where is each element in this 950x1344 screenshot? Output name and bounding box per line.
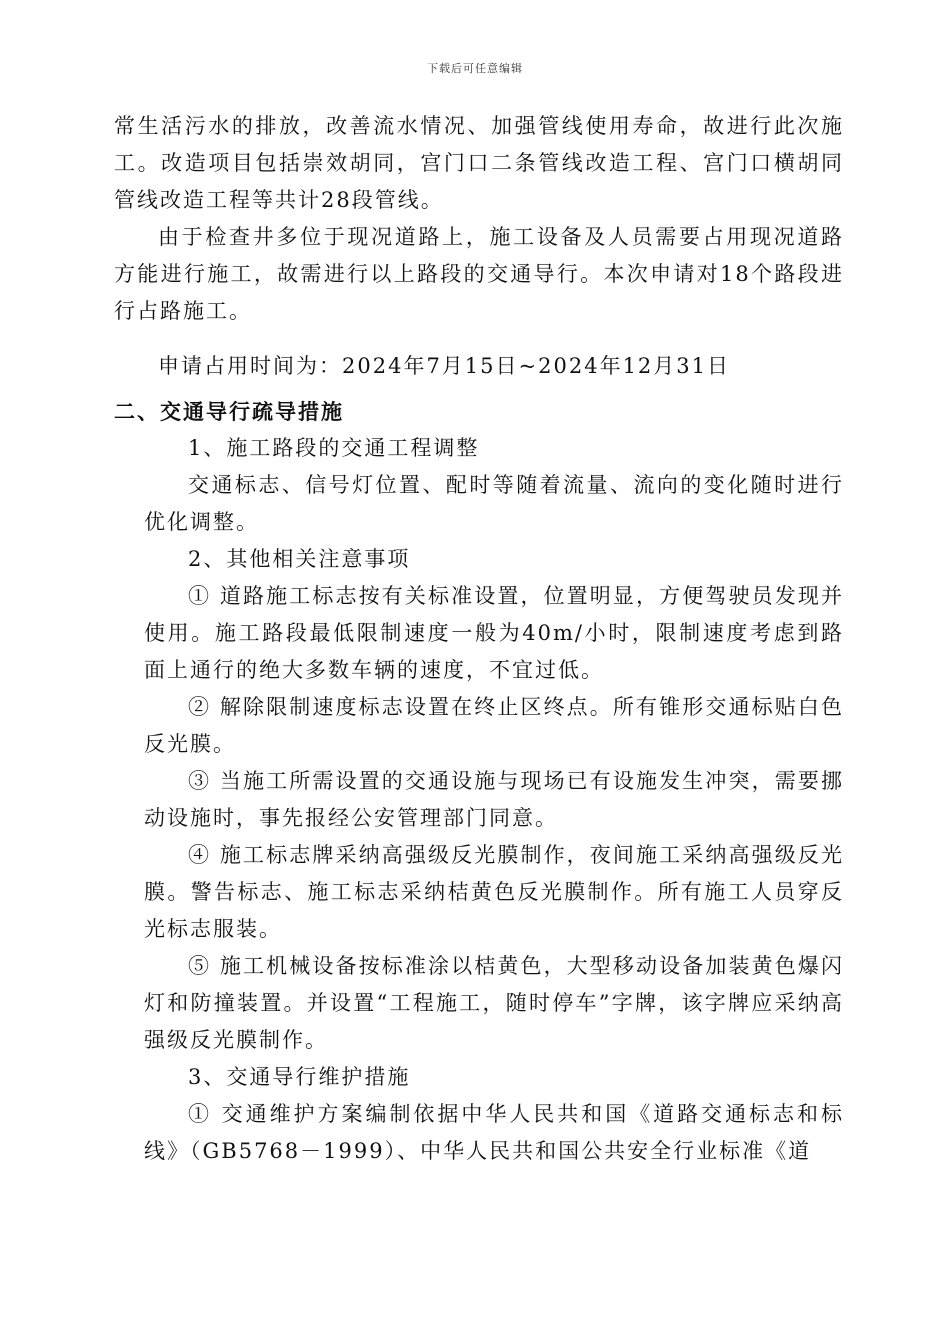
spacer — [114, 330, 844, 344]
item-2: ② 解除限制速度标志设置在终止区终点。所有锥形交通标贴白色反光膜。 — [144, 695, 844, 756]
header-note: 下载后可任意编辑 — [427, 62, 523, 75]
section-2-heading: 二、交通导行疏导措施 — [114, 399, 344, 424]
document-body — [114, 108, 844, 1170]
item-1: ① 道路施工标志按有关标准设置，位置明显，方便驾驶员发现并使用。施工路段最低限制速度一般为40m/小时，限制速度考虑到路面上通行的绝大多数车辆的速度，不宜过低。 — [144, 584, 844, 682]
item-5: ⑤ 施工机械设备按标准涂以桔黄色，大型移动设备加装黄色爆闪灯和防撞装置。并设置“工程施工，随时停车”字牌，该字牌应采纳高强级反光膜制作。 — [144, 954, 844, 1052]
occupation-time: 申请占用时间为：2024年7月15日~2024年12月31日 — [158, 354, 731, 378]
item-4: ④ 施工标志牌采纳高强级反光膜制作，夜间施工采纳高强级反光膜。警告标志、施工标志采纳桔黄色反光膜制作。所有施工人员穿反光标志服装。 — [144, 843, 844, 941]
subsection-3-heading: 3、交通导行维护措施 — [188, 1065, 411, 1089]
item-6: ① 交通维护方案编制依据中华人民共和国《道路交通标志和标线》（GB5768－1999）、中华人民共和国公共安全行业标准《道 — [144, 1102, 844, 1163]
subsection-1-heading: 1、施工路段的交通工程调整 — [188, 436, 480, 460]
subsection-2-heading: 2、其他相关注意事项 — [188, 547, 411, 571]
paragraph-2: 由于检查井多位于现况道路上，施工设备及人员需要占用现况道路方能进行施工，故需进行以上路段的交通导行。本次申请对18个路段进行占路施工。 — [114, 225, 844, 323]
item-3: ③ 当施工所需设置的交通设施与现场已有设施发生冲突，需要挪动设施时，事先报经公安管理部门同意。 — [144, 769, 844, 830]
paragraph-1: 常生活污水的排放，改善流水情况、加强管线使用寿命，故进行此次施工。改造项目包括崇效胡同，宫门口二条管线改造工程、宫门口横胡同管线改造工程等共计28段管线。 — [114, 114, 844, 212]
subsection-1-text: 交通标志、信号灯位置、配时等随着流量、流向的变化随时进行优化调整。 — [144, 473, 844, 534]
